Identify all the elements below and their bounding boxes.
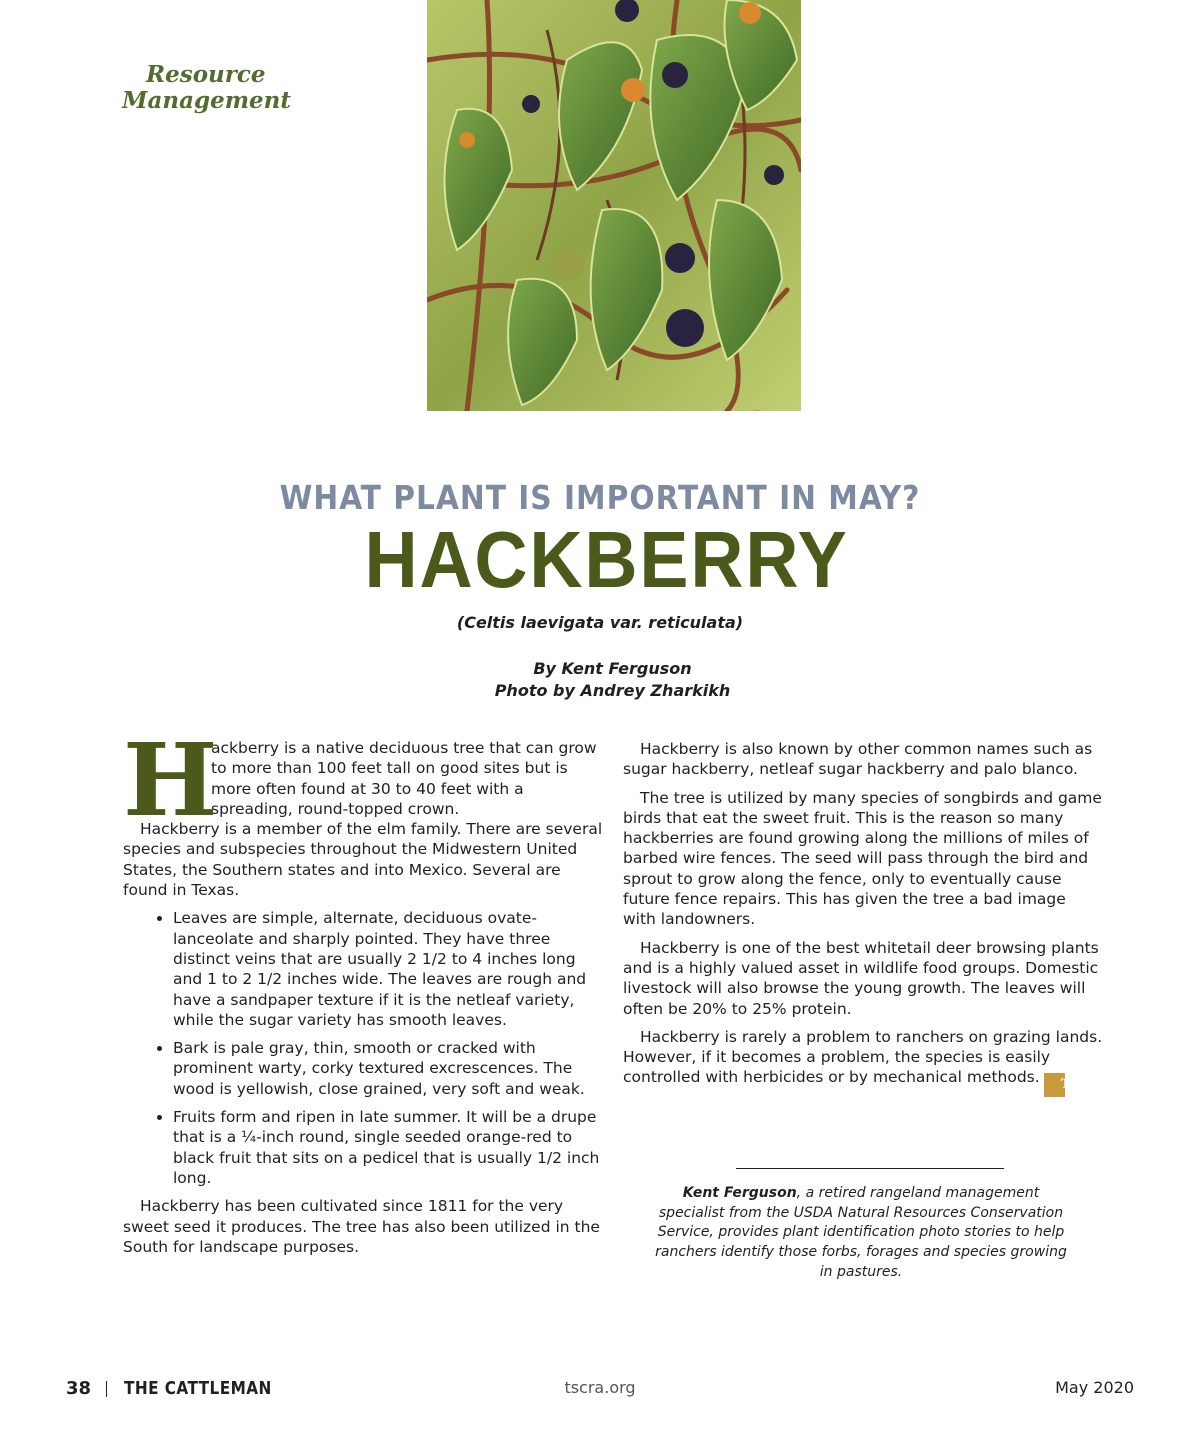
- article-right-column: [623, 739, 1103, 1105]
- intro-paragraph-wrap: [123, 721, 603, 839]
- article-left-column: [123, 721, 603, 1265]
- website-link[interactable]: tscra.org: [564, 1378, 636, 1397]
- hackberry-photo: [427, 0, 801, 411]
- section-tag-line2: Management: [122, 87, 292, 114]
- bio-divider: [736, 1168, 1004, 1169]
- paragraph-r4: [623, 1027, 1103, 1098]
- paragraph-r4-text: Hackberry is rarely a problem to ranchers on grazing lands. However, if it becomes a problem, the species is easily controlled with herbicides or by mechanical methods.: [623, 1027, 1103, 1087]
- byline: By Kent Ferguson: [533, 659, 692, 678]
- magazine-name: THE CATTLEMAN: [124, 1378, 272, 1399]
- paragraph-r3: Hackberry is one of the best whitetail deer browsing plants and is a highly valued asset in wildlife food groups. Domestic livestock will also browse the young growth. The leaves will often be 20% to 25% protein.: [623, 938, 1099, 1018]
- headline-kicker: WHAT PLANT IS IMPORTANT IN MAY?: [279, 478, 921, 517]
- characteristics-list: [123, 908, 603, 1188]
- scientific-name: (Celtis laevigata var. reticulata): [456, 613, 744, 632]
- list-item: • Fruits form and ripen in late summer. It will be a drupe that is a ¼-inch round, single seeded orange-red to black fruit that sits on a pedicel that is usually 1/2 inch long.: [173, 1107, 603, 1188]
- list-item: • Leaves are simple, alternate, deciduous ovate-lanceolate and sharply pointed. They have three distinct veins that are usually 2 1/2 to 4 inches long and 1 to 2 1/2 inches wide. The leaves are rough and have a sandpaper texture if it is the netleaf variety, while the sugar variety has smooth leaves.: [173, 908, 603, 1030]
- section-tag-line1: Resource: [146, 61, 266, 88]
- issue-date: May 2020: [1055, 1378, 1134, 1397]
- paragraph-3: Hackberry has been cultivated since 1811 for the very sweet seed it produces. The tree has also been utilized in the South for landscape purposes.: [123, 1197, 600, 1256]
- credits: [0, 658, 1200, 702]
- author-bio: [650, 1184, 1072, 1283]
- page-number: 38: [66, 1378, 92, 1399]
- list-item: • Bark is pale gray, thin, smooth or cracked with prominent warty, corky textured excrescences. The wood is yellowish, close grained, very soft and weak.: [173, 1038, 603, 1099]
- drop-cap: H: [123, 721, 218, 839]
- photo-credit: Photo by Andrey Zharkikh: [494, 681, 731, 700]
- end-mark-icon: TC: [1044, 1073, 1065, 1097]
- paragraph-r1: Hackberry is also known by other common names such as sugar hackberry, netleaf sugar hackberry and palo blanco.: [623, 740, 1093, 779]
- paragraph-2: Hackberry is a member of the elm family. There are several species and subspecies throughout the Midwestern United States, the Southern states and into Mexico. Several are found in Texas.: [123, 820, 603, 900]
- headline-title: HACKBERRY: [364, 515, 849, 604]
- bio-text: , a retired rangeland management specialist from the USDA Natural Resources Conservation Service, provides plant identification photo stories to help ranchers identify those forbs, forages and species growing in pastures.: [655, 1185, 1067, 1280]
- section-tag: [122, 62, 322, 114]
- paragraph-r2: The tree is utilized by many species of songbirds and game birds that eat the sweet fruit. This is the reason so many hackberries are found growing along the millions of miles of barbed wire fences. The seed will pass through the bird and sprout to grow along the fence, only to eventually cause future fence repairs. This has given the tree a bad image with landowners.: [623, 788, 1102, 929]
- intro-paragraph: ackberry is a native deciduous tree that can grow to more than 100 feet tall on good sites but is more often found at 30 to 40 feet with a spreading, round-topped crown.: [211, 739, 597, 818]
- bio-name: Kent Ferguson: [682, 1185, 797, 1201]
